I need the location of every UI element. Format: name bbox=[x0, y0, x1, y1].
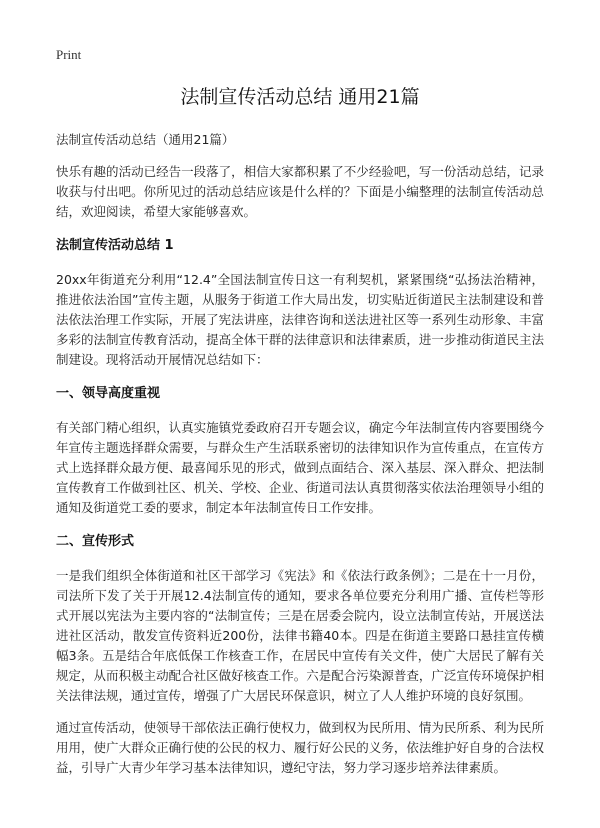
leadership-paragraph: 有关部门精心组织，认真实施镇党委政府召开专题会议，确定今年法制宣传内容要围绕今年宣传主题选择群众需要，与群众生产生活联系密切的法律知识作为宣传重点，在宣传方式上选择群众最方便、最喜闻乐见的形式，做到点面结合、深入基层、深入群众、把法制宣传教育工作做到社区、机关、学校、企业、街道司法认真贯彻落实依法治理领导小组的通知及街道党工委的要求，制定本年法制宣传日工作安排。 bbox=[56, 420, 544, 515]
page-title: 法制宣传活动总结 通用21篇 bbox=[180, 86, 420, 108]
print-link[interactable]: Print bbox=[56, 47, 82, 62]
heading-publicity-forms: 二、宣传形式 bbox=[56, 534, 135, 549]
section-intro-paragraph: 20xx年街道充分利用“12.4”全国法制宣传日这一有利契机，紧紧围绕“弘扬法治精神，推进依法治国”宣传主题，从服务于街道工作大局出发，切实贴近街道民主法制建设和普法依法治理工作实际，开展了宪法讲座，法律咨询和送法进社区等一系列生动形象、丰富多彩的法制宣传教育活动，提高全体干群的法律意识和法律素质，进一步推动街道民主法制建设。现将活动开展情况总结如下： bbox=[56, 272, 544, 367]
section-title: 法制宣传活动总结 1 bbox=[56, 238, 174, 253]
document-subtitle: 法制宣传活动总结（通用21篇） bbox=[56, 132, 235, 147]
heading-leadership: 一、领导高度重视 bbox=[56, 386, 161, 401]
conclusion-paragraph: 通过宣传活动，使领导干部依法正确行使权力，做到权为民所用、情为民所系、利为民所用用，使广大群众正确行使的公民的权力、履行好公民的义务，依法维护好自身的合法权益，引导广大青少年学习基本法律知识，遵纪守法，努力学习逐步培养法律素质。 bbox=[56, 720, 544, 775]
intro-paragraph: 快乐有趣的活动已经告一段落了，相信大家都积累了不少经验吧，写一份活动总结，记录收获与付出吧。你所见过的活动总结应该是什么样的？下面是小编整理的法制宣传活动总结，欢迎阅读，希望大家能够喜欢。 bbox=[56, 164, 544, 219]
publicity-forms-paragraph: 一是我们组织全体街道和社区干部学习《宪法》和《依法行政条例》；二是在十一月份，司法所下发了关于开展12.4法制宣传的通知，要求各单位要充分利用广播、宣传栏等形式开展以宪法为主要内容的“法制宣传；三是在居委会院内，设立法制宣传站，开展送法进社区活动，散发宣传资料近200份，法律书籍40本。四是在街道主要路口悬挂宣传横幅3条。五是结合年底低保工作核查工作，在居民中宣传有关文件，使广大居民了解有关规定，从而积极主动配合社区做好核查工作。六是配合污染源普查，广泛宣传环境保护相关法律法规，通过宣传，增强了广大居民环保意识，树立了人人维护环境的良好氛围。 bbox=[56, 568, 544, 703]
